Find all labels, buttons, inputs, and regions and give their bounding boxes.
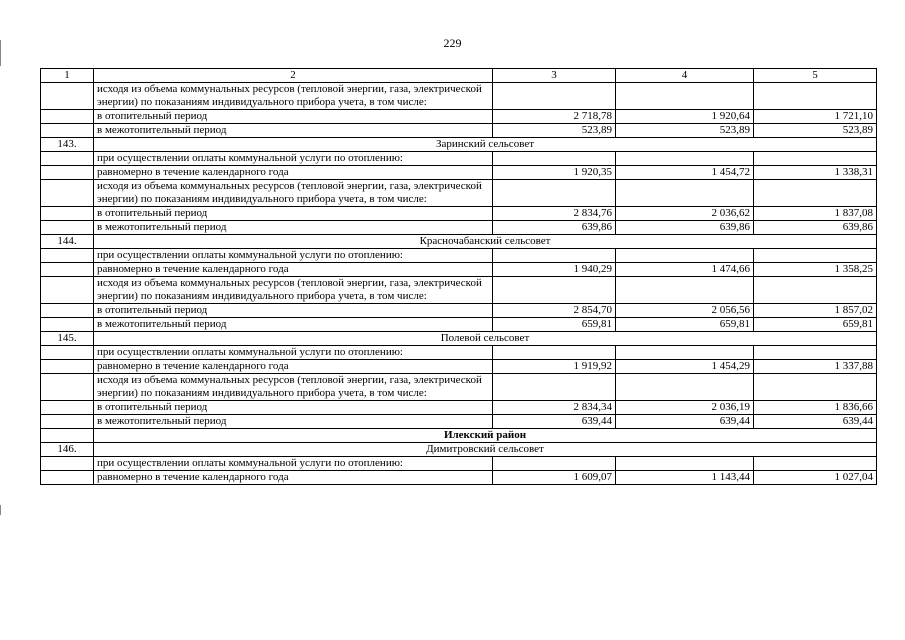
value-col-3: 1 920,35 bbox=[493, 166, 616, 180]
section-title: Димитровский сельсовет bbox=[94, 443, 877, 457]
header-cell: 1 bbox=[41, 69, 94, 83]
table-row bbox=[41, 263, 877, 277]
table-row bbox=[41, 346, 877, 360]
section-title: Красночабанский сельсовет bbox=[94, 235, 877, 249]
value-col-3: 2 854,70 bbox=[493, 304, 616, 318]
row-index bbox=[41, 110, 94, 124]
value-col-4: 1 454,29 bbox=[616, 360, 754, 374]
value-col-5: 1 721,10 bbox=[754, 110, 877, 124]
table-row bbox=[41, 83, 877, 110]
header-cell: 3 bbox=[493, 69, 616, 83]
table-row bbox=[41, 374, 877, 401]
section-row bbox=[41, 443, 877, 457]
value-col-5 bbox=[754, 152, 877, 166]
value-col-3: 2 718,78 bbox=[493, 110, 616, 124]
value-col-4 bbox=[616, 457, 754, 471]
row-description: в отопительный период bbox=[94, 207, 493, 221]
row-description: при осуществлении оплаты коммунальной услуги по отоплению: bbox=[94, 152, 493, 166]
row-description: исходя из объема коммунальных ресурсов (тепловой энергии, газа, электрической энергии) по показаниям индивидуального прибора учета, в том числе: bbox=[94, 277, 493, 304]
table-row bbox=[41, 318, 877, 332]
value-col-4: 639,86 bbox=[616, 221, 754, 235]
value-col-4 bbox=[616, 374, 754, 401]
value-col-4: 1 143,44 bbox=[616, 471, 754, 485]
section-row bbox=[41, 332, 877, 346]
table-row bbox=[41, 221, 877, 235]
value-col-5 bbox=[754, 277, 877, 304]
value-col-3 bbox=[493, 346, 616, 360]
value-col-4 bbox=[616, 249, 754, 263]
row-index bbox=[41, 415, 94, 429]
value-col-5 bbox=[754, 346, 877, 360]
row-index bbox=[41, 83, 94, 110]
row-index bbox=[41, 429, 94, 443]
district-title: Илекский район bbox=[94, 429, 877, 443]
value-col-5 bbox=[754, 457, 877, 471]
row-index bbox=[41, 360, 94, 374]
value-col-3: 659,81 bbox=[493, 318, 616, 332]
row-index bbox=[41, 401, 94, 415]
table-header-row bbox=[41, 69, 877, 83]
row-index: 143. bbox=[41, 138, 94, 152]
value-col-4 bbox=[616, 152, 754, 166]
value-col-5 bbox=[754, 374, 877, 401]
row-description: в межотопительный период bbox=[94, 318, 493, 332]
value-col-3: 639,44 bbox=[493, 415, 616, 429]
row-index: 145. bbox=[41, 332, 94, 346]
row-description: равномерно в течение календарного года bbox=[94, 471, 493, 485]
row-index bbox=[41, 221, 94, 235]
row-description: при осуществлении оплаты коммунальной услуги по отоплению: bbox=[94, 249, 493, 263]
header-cell: 4 bbox=[616, 69, 754, 83]
value-col-3 bbox=[493, 83, 616, 110]
value-col-4: 2 056,56 bbox=[616, 304, 754, 318]
left-edge-mark bbox=[0, 505, 1, 515]
row-index bbox=[41, 457, 94, 471]
value-col-5: 1 337,88 bbox=[754, 360, 877, 374]
row-index bbox=[41, 249, 94, 263]
row-description: исходя из объема коммунальных ресурсов (тепловой энергии, газа, электрической энергии) по показаниям индивидуального прибора учета, в том числе: bbox=[94, 83, 493, 110]
value-col-5: 1 857,02 bbox=[754, 304, 877, 318]
row-description: в межотопительный период bbox=[94, 124, 493, 138]
value-col-5: 1 338,31 bbox=[754, 166, 877, 180]
value-col-5: 659,81 bbox=[754, 318, 877, 332]
value-col-4: 2 036,62 bbox=[616, 207, 754, 221]
value-col-3: 2 834,76 bbox=[493, 207, 616, 221]
row-description: исходя из объема коммунальных ресурсов (тепловой энергии, газа, электрической энергии) по показаниям индивидуального прибора учета, в том числе: bbox=[94, 180, 493, 207]
value-col-5: 1 358,25 bbox=[754, 263, 877, 277]
tariff-table bbox=[40, 68, 877, 485]
row-description: исходя из объема коммунальных ресурсов (тепловой энергии, газа, электрической энергии) по показаниям индивидуального прибора учета, в том числе: bbox=[94, 374, 493, 401]
value-col-5: 1 836,66 bbox=[754, 401, 877, 415]
value-col-3 bbox=[493, 277, 616, 304]
value-col-4: 523,89 bbox=[616, 124, 754, 138]
value-col-5: 523,89 bbox=[754, 124, 877, 138]
row-index bbox=[41, 471, 94, 485]
value-col-3 bbox=[493, 249, 616, 263]
value-col-5 bbox=[754, 249, 877, 263]
row-index bbox=[41, 207, 94, 221]
header-cell: 2 bbox=[94, 69, 493, 83]
row-description: в отопительный период bbox=[94, 401, 493, 415]
row-description: равномерно в течение календарного года bbox=[94, 166, 493, 180]
section-row bbox=[41, 138, 877, 152]
row-description: равномерно в течение календарного года bbox=[94, 263, 493, 277]
value-col-4: 1 454,72 bbox=[616, 166, 754, 180]
value-col-3 bbox=[493, 180, 616, 207]
value-col-5: 639,44 bbox=[754, 415, 877, 429]
row-index bbox=[41, 124, 94, 138]
table-row bbox=[41, 124, 877, 138]
value-col-4: 659,81 bbox=[616, 318, 754, 332]
table-body bbox=[41, 69, 877, 485]
row-description: в отопительный период bbox=[94, 304, 493, 318]
row-index bbox=[41, 374, 94, 401]
value-col-4: 639,44 bbox=[616, 415, 754, 429]
value-col-3 bbox=[493, 457, 616, 471]
row-index bbox=[41, 277, 94, 304]
table-row bbox=[41, 277, 877, 304]
value-col-3: 2 834,34 bbox=[493, 401, 616, 415]
table-row bbox=[41, 415, 877, 429]
value-col-3 bbox=[493, 152, 616, 166]
table-row bbox=[41, 152, 877, 166]
value-col-4: 1 920,64 bbox=[616, 110, 754, 124]
header-cell: 5 bbox=[754, 69, 877, 83]
row-description: в отопительный период bbox=[94, 110, 493, 124]
row-index: 146. bbox=[41, 443, 94, 457]
value-col-3: 639,86 bbox=[493, 221, 616, 235]
section-title: Заринский сельсовет bbox=[94, 138, 877, 152]
value-col-4 bbox=[616, 180, 754, 207]
row-index bbox=[41, 152, 94, 166]
value-col-4 bbox=[616, 83, 754, 110]
table-row bbox=[41, 249, 877, 263]
row-index bbox=[41, 166, 94, 180]
row-index: 144. bbox=[41, 235, 94, 249]
row-description: равномерно в течение календарного года bbox=[94, 360, 493, 374]
row-description: при осуществлении оплаты коммунальной услуги по отоплению: bbox=[94, 346, 493, 360]
district-row bbox=[41, 429, 877, 443]
table-row bbox=[41, 360, 877, 374]
table-row bbox=[41, 110, 877, 124]
value-col-5 bbox=[754, 180, 877, 207]
value-col-3: 1 609,07 bbox=[493, 471, 616, 485]
row-description: в межотопительный период bbox=[94, 415, 493, 429]
value-col-5: 639,86 bbox=[754, 221, 877, 235]
page-number: 229 bbox=[443, 36, 462, 50]
value-col-5 bbox=[754, 83, 877, 110]
row-description: в межотопительный период bbox=[94, 221, 493, 235]
section-title: Полевой сельсовет bbox=[94, 332, 877, 346]
row-description: при осуществлении оплаты коммунальной услуги по отоплению: bbox=[94, 457, 493, 471]
value-col-3: 1 940,29 bbox=[493, 263, 616, 277]
value-col-4 bbox=[616, 346, 754, 360]
table-row bbox=[41, 401, 877, 415]
table-row bbox=[41, 207, 877, 221]
row-index bbox=[41, 180, 94, 207]
row-index bbox=[41, 263, 94, 277]
row-index bbox=[41, 346, 94, 360]
value-col-3 bbox=[493, 374, 616, 401]
value-col-4: 2 036,19 bbox=[616, 401, 754, 415]
value-col-4: 1 474,66 bbox=[616, 263, 754, 277]
value-col-3: 523,89 bbox=[493, 124, 616, 138]
table-row bbox=[41, 166, 877, 180]
section-row bbox=[41, 235, 877, 249]
table-row bbox=[41, 180, 877, 207]
row-index bbox=[41, 318, 94, 332]
value-col-5: 1 837,08 bbox=[754, 207, 877, 221]
table-row bbox=[41, 457, 877, 471]
value-col-4 bbox=[616, 277, 754, 304]
table-row bbox=[41, 471, 877, 485]
table-row bbox=[41, 304, 877, 318]
row-index bbox=[41, 304, 94, 318]
value-col-5: 1 027,04 bbox=[754, 471, 877, 485]
value-col-3: 1 919,92 bbox=[493, 360, 616, 374]
